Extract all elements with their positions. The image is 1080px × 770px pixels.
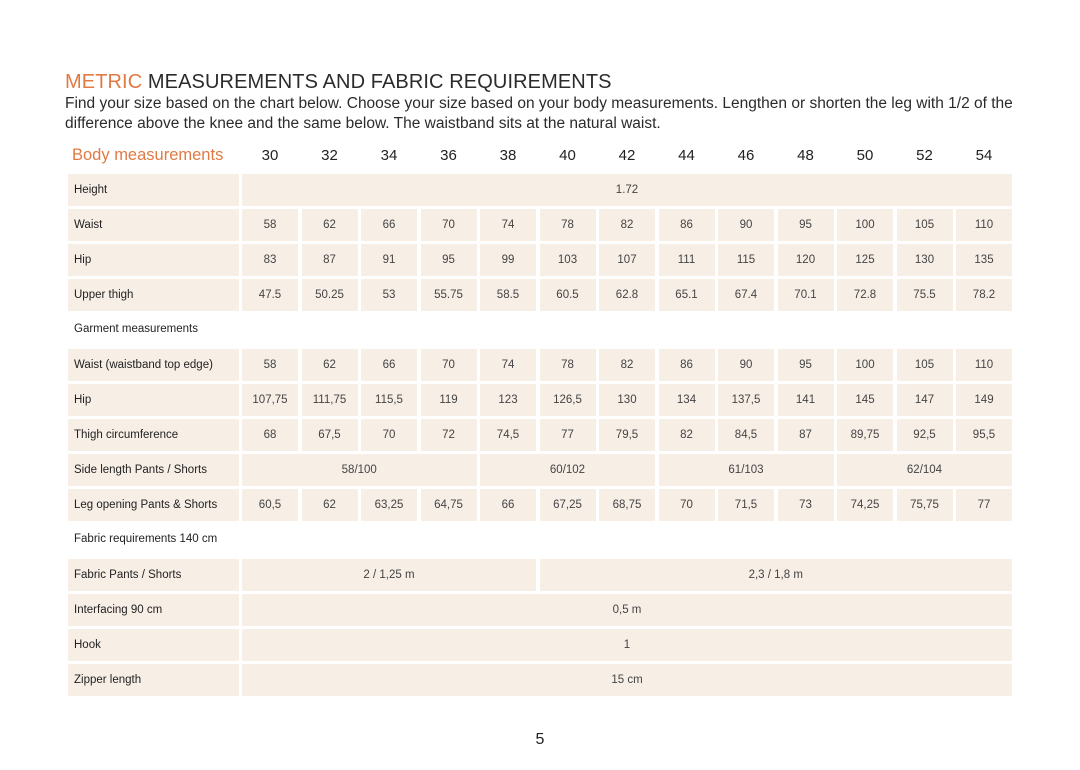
- table-cell: 115,5: [361, 384, 417, 416]
- size-header-42: 42: [618, 147, 636, 164]
- row-label: Leg opening Pants & Shorts: [68, 489, 239, 521]
- section-label: Garment measurements: [74, 323, 198, 335]
- table-cell: 100: [837, 349, 893, 381]
- table-cell: 95: [778, 349, 834, 381]
- section-label: Fabric requirements 140 cm: [74, 533, 218, 545]
- table-cell: 0,5 m: [242, 594, 1012, 626]
- table-cell: 82: [599, 209, 655, 241]
- table-cell: 110: [956, 349, 1012, 381]
- table-cell: 87: [302, 244, 358, 276]
- row-label: Height: [68, 174, 239, 206]
- table-cell: 2 / 1,25 m: [242, 559, 536, 591]
- table-cell: 68: [242, 419, 298, 451]
- table-cell: 82: [659, 419, 715, 451]
- table-cell: 77: [956, 489, 1012, 521]
- table-cell: 141: [778, 384, 834, 416]
- table-cell: 62: [302, 489, 358, 521]
- table-cell: 63,25: [361, 489, 417, 521]
- table-cell: 73: [778, 489, 834, 521]
- table-cell: 67.4: [718, 279, 774, 311]
- table-cell: 92,5: [897, 419, 953, 451]
- table-cell: 62.8: [599, 279, 655, 311]
- size-header-44: 44: [678, 147, 695, 164]
- table-cell: 65.1: [659, 279, 715, 311]
- size-header-row: [0, 141, 1080, 171]
- table-cell: 147: [897, 384, 953, 416]
- table-cell: 78.2: [956, 279, 1012, 311]
- table-cell: 90: [718, 209, 774, 241]
- table-cell: 125: [837, 244, 893, 276]
- size-header-40: 40: [559, 147, 576, 164]
- table-cell: 95: [778, 209, 834, 241]
- table-cell: 111: [659, 244, 715, 276]
- table-cell: 78: [540, 349, 596, 381]
- table-cell: 60,5: [242, 489, 298, 521]
- row-label: Hip: [68, 384, 239, 416]
- table-cell: 62/104: [837, 454, 1012, 486]
- table-cell: 66: [361, 349, 417, 381]
- size-header-54: 54: [975, 147, 993, 164]
- table-cell: 134: [659, 384, 715, 416]
- row-label: Thigh circumference: [68, 419, 239, 451]
- table-cell: 62: [302, 209, 358, 241]
- page-number: 5: [535, 731, 545, 748]
- page-heading: [65, 70, 612, 94]
- table-cell: 70: [421, 349, 477, 381]
- table-cell: 110: [956, 209, 1012, 241]
- table-cell: 135: [956, 244, 1012, 276]
- table-cell: 72.8: [837, 279, 893, 311]
- table-cell: 84,5: [718, 419, 774, 451]
- table-cell: 123: [480, 384, 536, 416]
- table-cell: 66: [361, 209, 417, 241]
- table-cell: 145: [837, 384, 893, 416]
- size-header-50: 50: [856, 147, 874, 164]
- table-cell: 82: [599, 349, 655, 381]
- table-cell: 72: [421, 419, 477, 451]
- table-cell: 70: [361, 419, 417, 451]
- heading-accent: METRIC: [65, 71, 143, 93]
- size-header-30: 30: [261, 147, 279, 164]
- table-cell: 111,75: [302, 384, 358, 416]
- table-cell: 15 cm: [242, 664, 1012, 696]
- size-header-48: 48: [797, 147, 814, 164]
- table-cell: 1: [242, 629, 1012, 661]
- table-cell: 126,5: [540, 384, 596, 416]
- table-cell: 137,5: [718, 384, 774, 416]
- table-cell: 103: [540, 244, 596, 276]
- table-cell: 70: [421, 209, 477, 241]
- row-label: Waist (waistband top edge): [68, 349, 239, 381]
- size-header-34: 34: [380, 147, 398, 164]
- table-cell: 86: [659, 209, 715, 241]
- table-cell: 100: [837, 209, 893, 241]
- table-cell: 64,75: [421, 489, 477, 521]
- table-cell: 53: [361, 279, 417, 311]
- table-cell: 90: [718, 349, 774, 381]
- table-cell: 86: [659, 349, 715, 381]
- table-cell: 107: [599, 244, 655, 276]
- table-cell: 75.5: [897, 279, 953, 311]
- table-cell: 2,3 / 1,8 m: [540, 559, 1013, 591]
- table-cell: 79,5: [599, 419, 655, 451]
- size-header-46: 46: [737, 147, 755, 164]
- table-cell: 83: [242, 244, 298, 276]
- table-cell: 78: [540, 209, 596, 241]
- table-cell: 95: [421, 244, 477, 276]
- table-cell: 75,75: [897, 489, 953, 521]
- table-cell: 74,5: [480, 419, 536, 451]
- size-header-52: 52: [916, 147, 933, 164]
- table-cell: 91: [361, 244, 417, 276]
- table-cell: 67,25: [540, 489, 596, 521]
- row-label: Hook: [68, 629, 239, 661]
- table-cell: 55.75: [421, 279, 477, 311]
- table-cell: 120: [778, 244, 834, 276]
- table-cell: 107,75: [242, 384, 298, 416]
- row-label: Interfacing 90 cm: [68, 594, 239, 626]
- row-label: Fabric Pants / Shorts: [68, 559, 239, 591]
- heading-text: MEASUREMENTS AND FABRIC REQUIREMENTS: [142, 71, 612, 93]
- row-label: Hip: [68, 244, 239, 276]
- table-cell: 149: [956, 384, 1012, 416]
- row-label: Upper thigh: [68, 279, 239, 311]
- table-cell: 66: [480, 489, 536, 521]
- intro-paragraph: Find your size based on the chart below. Choose your size based on your body measurements. Lengthen or shorten the leg with 1/2 of the difference above the knee and the same below. The waistband sits at the natural waist.: [65, 95, 1013, 132]
- table-cell: 87: [778, 419, 834, 451]
- table-cell: 50.25: [302, 279, 358, 311]
- table-cell: 105: [897, 349, 953, 381]
- table-cell: 74: [480, 209, 536, 241]
- table-cell: 130: [897, 244, 953, 276]
- row-label: Zipper length: [68, 664, 239, 696]
- table-cell: 95,5: [956, 419, 1012, 451]
- table-cell: 62: [302, 349, 358, 381]
- table-cell: 70: [659, 489, 715, 521]
- table-cell: 74,25: [837, 489, 893, 521]
- table-cell: 58.5: [480, 279, 536, 311]
- table-cell: 61/103: [659, 454, 834, 486]
- table-cell: 58: [242, 349, 298, 381]
- table-cell: 68,75: [599, 489, 655, 521]
- size-header-38: 38: [499, 147, 517, 164]
- body-measurements-label: Body measurements: [72, 146, 224, 164]
- row-label: Side length Pants / Shorts: [68, 454, 239, 486]
- table-cell: 58: [242, 209, 298, 241]
- table-cell: 74: [480, 349, 536, 381]
- table-cell: 58/100: [242, 454, 477, 486]
- table-cell: 99: [480, 244, 536, 276]
- size-header-36: 36: [440, 147, 457, 164]
- table-cell: 60/102: [480, 454, 655, 486]
- table-cell: 89,75: [837, 419, 893, 451]
- row-label: Waist: [68, 209, 239, 241]
- table-cell: 77: [540, 419, 596, 451]
- table-cell: 70.1: [778, 279, 834, 311]
- table-cell: 105: [897, 209, 953, 241]
- table-cell: 71,5: [718, 489, 774, 521]
- table-cell: 67,5: [302, 419, 358, 451]
- size-header-32: 32: [321, 147, 338, 164]
- table-cell: 47.5: [242, 279, 298, 311]
- table-cell: 60.5: [540, 279, 596, 311]
- table-cell: 1.72: [242, 174, 1012, 206]
- table-cell: 119: [421, 384, 477, 416]
- table-cell: 115: [718, 244, 774, 276]
- table-cell: 130: [599, 384, 655, 416]
